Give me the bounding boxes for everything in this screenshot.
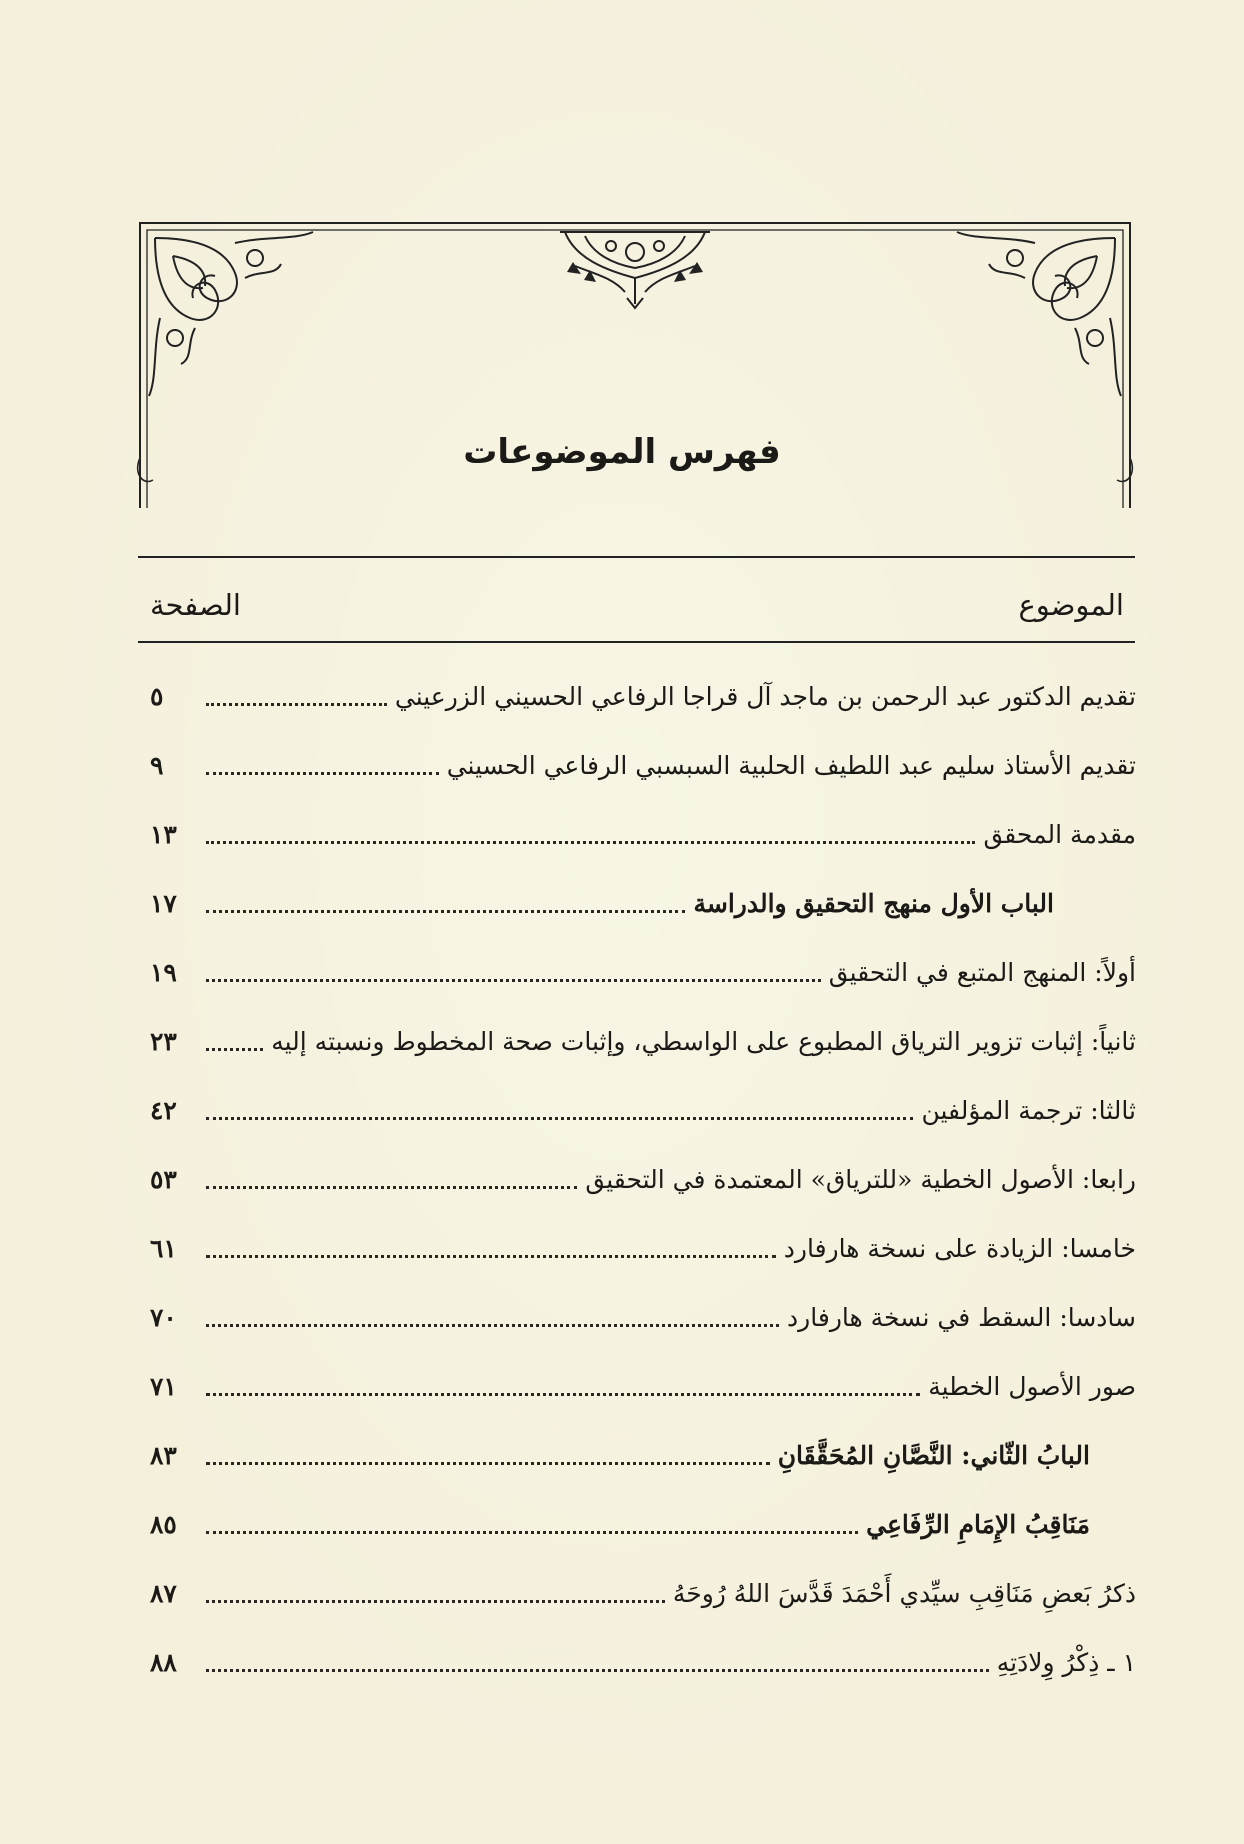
table-of-contents <box>150 662 1136 1697</box>
toc-entry <box>150 1283 1136 1352</box>
toc-entry <box>150 1352 1136 1421</box>
toc-entry-page: ٩ <box>150 751 164 780</box>
toc-entry <box>150 1076 1136 1145</box>
toc-entry-page: ٤٢ <box>150 1096 177 1125</box>
toc-leader-dots <box>206 979 821 982</box>
toc-entry-title: مقدمة المحقق <box>983 820 1136 849</box>
toc-entry-page: ٥ <box>150 682 164 711</box>
toc-entry <box>150 800 1136 869</box>
toc-entry-page: ٧٠ <box>150 1303 177 1332</box>
toc-entry-page: ٨٧ <box>150 1579 177 1608</box>
toc-entry-page: ٨٥ <box>150 1510 177 1539</box>
toc-leader-dots <box>206 1048 263 1051</box>
column-header-topic: الموضوع <box>1018 588 1124 622</box>
toc-leader-dots <box>206 1462 770 1465</box>
toc-leader-dots <box>206 841 975 844</box>
toc-entry-page: ٧١ <box>150 1372 177 1401</box>
toc-entry-title: تقديم الأستاذ سليم عبد اللطيف الحلبية السبسبي الرفاعي الحسيني <box>446 751 1136 780</box>
toc-leader-dots <box>206 1324 779 1327</box>
toc-entry-page: ٥٣ <box>150 1165 177 1194</box>
toc-entry <box>150 662 1136 731</box>
toc-entry <box>150 1007 1136 1076</box>
toc-leader-dots <box>206 1531 858 1534</box>
toc-entry-page: ٨٨ <box>150 1648 177 1677</box>
toc-entry <box>150 938 1136 1007</box>
toc-entry-title: مَنَاقِبُ الإِمَامِ الرِّفَاعِي <box>866 1510 1090 1539</box>
toc-leader-dots <box>206 1186 577 1189</box>
toc-entry-title: ١ ـ ذِكْرُ وِلادَتِهِ <box>996 1648 1136 1677</box>
toc-entry-page: ١٧ <box>150 889 177 918</box>
toc-entry-title: سادسا: السقط في نسخة هارفارد <box>787 1303 1136 1332</box>
toc-leader-dots <box>206 1255 776 1258</box>
toc-entry-page: ٦١ <box>150 1234 177 1263</box>
toc-entry-title: خامسا: الزيادة على نسخة هارفارد <box>783 1234 1136 1263</box>
toc-leader-dots <box>206 910 685 913</box>
toc-entry-title: ثالثا: ترجمة المؤلفين <box>921 1096 1136 1125</box>
toc-entry-title: ثانياً: إثبات تزوير الترياق المطبوع على الواسطي، وإثبات صحة المخطوط ونسبته إليه <box>271 1027 1136 1056</box>
toc-entry <box>150 731 1136 800</box>
toc-entry-title: الباب الأول منهج التحقيق والدراسة <box>693 889 1054 918</box>
toc-leader-dots <box>206 772 439 775</box>
toc-entry <box>150 1628 1136 1697</box>
toc-leader-dots <box>206 1600 665 1603</box>
toc-leader-dots <box>206 1669 989 1672</box>
toc-entry <box>150 1214 1136 1283</box>
toc-leader-dots <box>206 1393 920 1396</box>
header-top-rule <box>138 556 1135 558</box>
toc-entry-title: ذكرُ بَعضِ مَنَاقِبِ سيِّدي أَحْمَدَ قَدَّسَ اللهُ رُوحَهُ <box>672 1579 1136 1608</box>
toc-entry-page: ١٣ <box>150 820 177 849</box>
toc-leader-dots <box>206 703 387 706</box>
toc-entry-page: ١٩ <box>150 958 177 987</box>
page-title: فهرس الموضوعات <box>463 432 781 472</box>
toc-entry-section-heading <box>150 1490 1136 1559</box>
toc-entry <box>150 1145 1136 1214</box>
toc-entry-page: ٢٣ <box>150 1027 177 1056</box>
toc-entry-section-heading <box>150 869 1136 938</box>
toc-entry-title: رابعا: الأصول الخطية «للترياق» المعتمدة في التحقيق <box>585 1165 1136 1194</box>
toc-entry-section-heading <box>150 1421 1136 1490</box>
column-header-page: الصفحة <box>150 588 241 622</box>
toc-entry-title: أولاً: المنهج المتبع في التحقيق <box>828 958 1136 987</box>
toc-entry-title: البابُ الثّاني: النَّصَّانِ المُحَقَّقَانِ <box>777 1441 1090 1470</box>
toc-entry-title: صور الأصول الخطية <box>928 1372 1136 1401</box>
header-bottom-rule <box>138 641 1135 643</box>
toc-entry <box>150 1559 1136 1628</box>
toc-entry-title: تقديم الدكتور عبد الرحمن بن ماجد آل قراجا الرفاعي الحسيني الزرعيني <box>394 682 1136 711</box>
toc-leader-dots <box>206 1117 913 1120</box>
toc-entry-page: ٨٣ <box>150 1441 177 1470</box>
